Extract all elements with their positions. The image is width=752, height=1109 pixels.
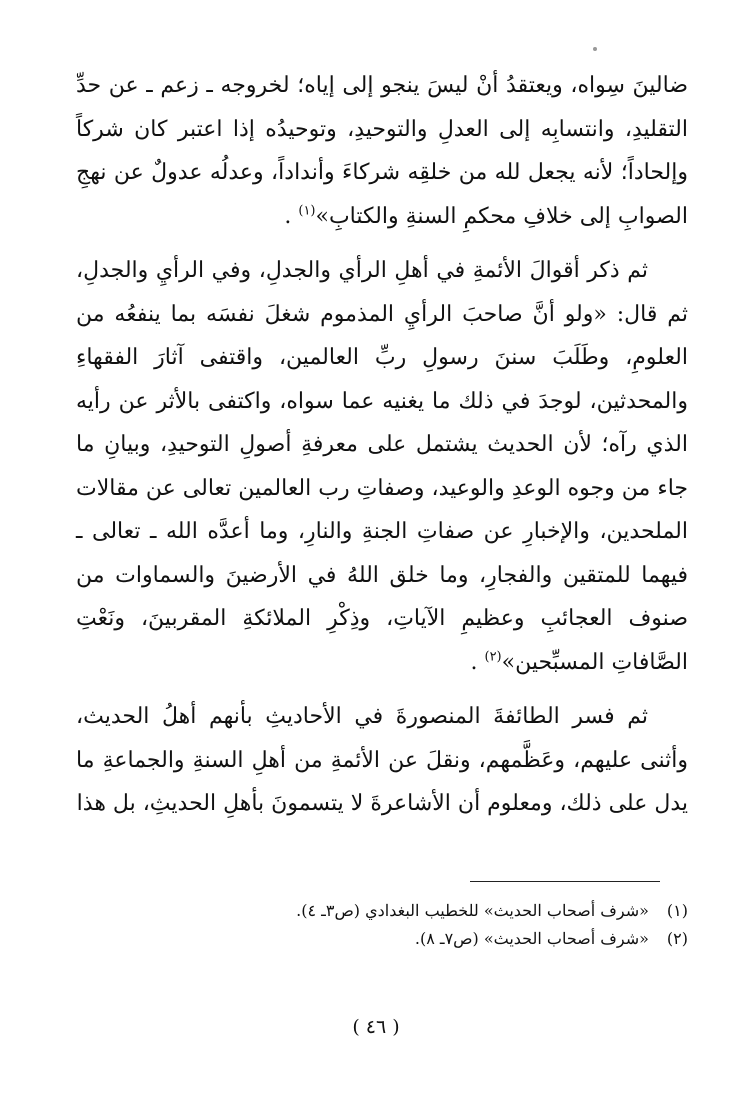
body-text bbox=[76, 64, 688, 826]
footnote-2 bbox=[76, 925, 688, 953]
paragraph-1 bbox=[76, 64, 688, 238]
paragraph-2-text: ثم ذكر أقوالَ الأئمةِ في أهلِ الرأي والجدلِ، وفي الرأيِ والجدلِ، ثم قال: «ولو أنَّ صاحبَ الرأيِ المذموم شغلَ نفسَه بما ينفعُه من العلومِ، وطَلَبَ سننَ رسولِ ربِّ العالمين، واقتفى آثارَ الفقهاءِ والمحدثين، لوجدَ في ذلك ما يغنيه عما سواه، واكتفى بالأثر عن رأيه الذي رآه؛ لأن الحديث يشتمل على معرفةِ أصولِ التوحيدِ، وبيانِ ما جاء من وجوه الوعدِ والوعيد، وصفاتِ رب العالمين تعالى عن مقالات الملحدين، والإخبارِ عن صفاتِ الجنةِ والنارِ، وما أعدَّه الله ـ تعالى ـ فيهما للمتقين والفجارِ، وما خلق اللهُ في الأرضينَ والسماوات من صنوف العجائبِ وعظيمِ الآياتِ، وذِكْرِ الملائكةِ المقربينَ، ونَعْتِ الصَّافاتِ المسبِّحين» bbox=[76, 258, 688, 675]
footnote-ref-2: (٢) bbox=[484, 649, 502, 665]
paragraph-2 bbox=[76, 249, 688, 684]
footnote-2-number: (٢) bbox=[666, 929, 688, 948]
page-number: ( ٤٦ ) bbox=[352, 1016, 400, 1038]
paragraph-2-end: . bbox=[470, 649, 485, 675]
footnote-ref-1: (١) bbox=[298, 203, 316, 219]
footnote-1 bbox=[76, 897, 688, 925]
paragraph-1-end: . bbox=[284, 203, 299, 229]
footnote-1-number: (١) bbox=[666, 901, 688, 920]
print-mark bbox=[593, 47, 597, 51]
footnote-1-text: «شرف أصحاب الحديث» للخطيب البغدادي (ص٣ـ ٤). bbox=[296, 901, 649, 920]
paragraph-3 bbox=[76, 695, 688, 826]
paragraph-3-text: ثم فسر الطائفةَ المنصورةَ في الأحاديثِ بأنهم أهلُ الحديث، وأثنى عليهم، وعَظَّمهم، ونقلَ عن الأئمةِ من أهلِ السنةِ والجماعةِ ما يدل على ذلك، ومعلوم أن الأشاعرةَ لا يتسمونَ بأهلِ الحديثِ، بل هذا bbox=[76, 704, 688, 816]
footnotes bbox=[76, 897, 688, 953]
footnote-2-text: «شرف أصحاب الحديث» (ص٧ـ ٨). bbox=[414, 929, 649, 948]
paragraph-1-text: ضالينَ سِواه، ويعتقدُ أنْ ليسَ ينجو إلى إياه؛ لخروجه ـ زعم ـ عن حدِّ التقليدِ، وانتسابِه إلى العدلِ والتوحيدِ، وتوحيدُه إذا اعتبر كان شركاً وإلحاداً؛ لأنه يجعل لله من خلقِه شركاءَ وأنداداً، وعدلُه عدولٌ عن نهجِ الصوابِ إلى خلافِ محكمِ السنةِ والكتابِ» bbox=[76, 73, 688, 229]
footnote-separator bbox=[470, 881, 660, 882]
